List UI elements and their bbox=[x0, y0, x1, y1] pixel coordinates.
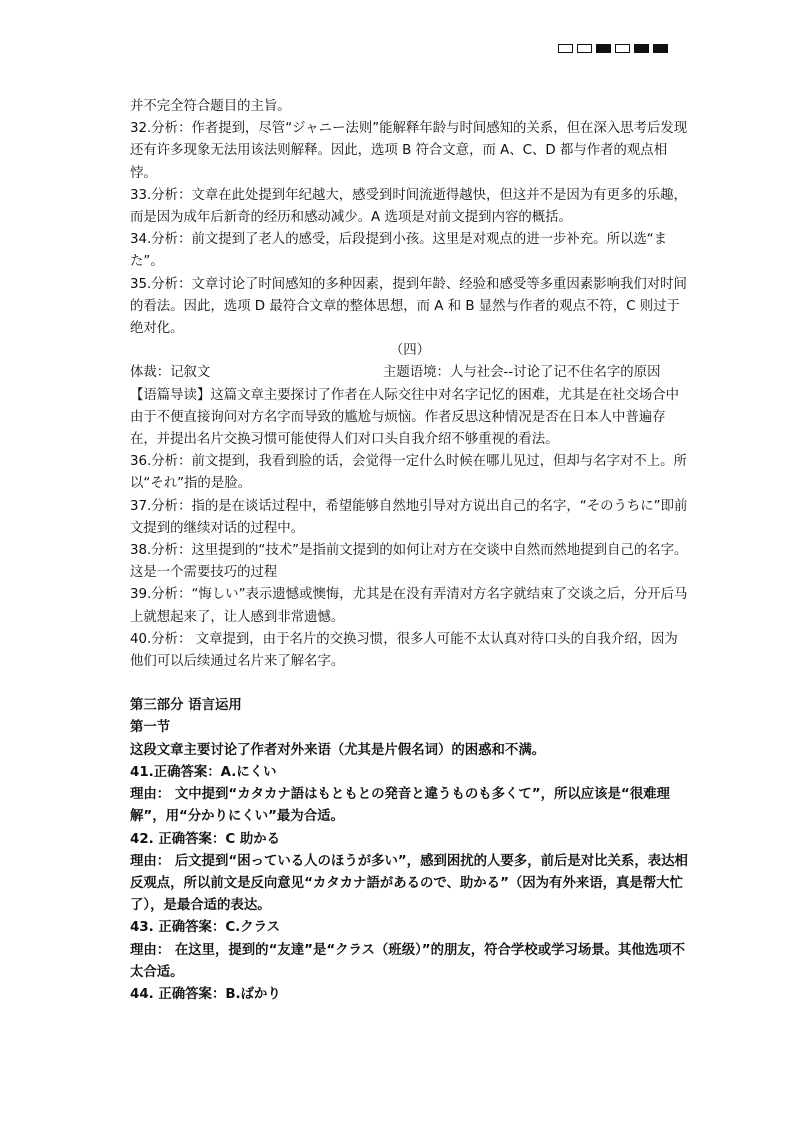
analysis-37: 37.分析：指的是在谈话过程中，希望能够自然地引导对方说出自己的名字，“そのうちに”即前文提到的继续对话的过程中。 bbox=[130, 498, 688, 536]
genre-label: 体裁：记叙文 bbox=[130, 365, 211, 381]
reason-41: 理由： 文中提到“カタカナ語はもともとの発音と違うものも多くて”，所以应该是“很难理解”，用“分かりにくい”最为合适。 bbox=[130, 787, 670, 825]
header-marks bbox=[558, 44, 668, 53]
analysis-35: 35.分析：文章讨论了时间感知的多种因素，提到年龄、经验和感受等多重因素影响我们对时间的看法。因此，选项 D 最符合文章的整体思想，而 A 和 B 显然与作者的观点不符，C 则过于绝对化。 bbox=[130, 276, 687, 337]
section-intro: 这段文章主要讨论了作者对外来语（尤其是片假名词）的困惑和不满。 bbox=[130, 742, 546, 758]
square-filled-icon bbox=[596, 44, 611, 53]
spacer bbox=[130, 673, 690, 695]
square-outline-icon bbox=[615, 44, 630, 53]
section-heading-1: 第一节 bbox=[130, 720, 171, 736]
square-outline-icon bbox=[558, 44, 573, 53]
analysis-32: 32.分析：作者提到，尽管“ジャニー法则”能解释年龄与时间感知的关系，但在深入思考后发现还有许多现象无法用该法则解释。因此，选项 B 符合文意，而 A、C、D 都与作者的观点相悖。 bbox=[130, 121, 688, 181]
answer-44: 44. 正确答案：B.ばかり bbox=[130, 986, 281, 1002]
analysis-33: 33.分析：文章在此处提到年纪越大，感受到时间流逝得越快，但这并不是因为有更多的乐趣，而是因为成年后新奇的经历和感动减少。A 选项是对前文提到内容的概括。 bbox=[130, 187, 687, 226]
part-heading: 第三部分 语言运用 bbox=[130, 698, 242, 714]
theme-label: 主题语境：人与社会--讨论了记不住名字的原因 bbox=[383, 365, 661, 381]
document-body bbox=[130, 96, 690, 1006]
square-outline-icon bbox=[577, 44, 592, 53]
genre-theme-line bbox=[130, 362, 690, 384]
analysis-38: 38.分析：这里提到的“技术”是指前文提到的如何让对方在交谈中自然而然地提到自己的名字。这是一个需要技巧的过程 bbox=[130, 543, 688, 581]
answer-43: 43. 正确答案：C.クラス bbox=[130, 920, 281, 936]
section-heading-4: （四） bbox=[389, 343, 431, 359]
reason-42: 理由： 后文提到“困っている人のほうが多い”，感到困扰的人要多，前后是对比关系，表达相反观点，所以前文是反向意见“カタカナ語があるので、助かる”（因为有外来语，真是帮大忙了），是最合适的表达。 bbox=[130, 853, 688, 914]
answer-41: 41.正确答案：A.にくい bbox=[130, 764, 277, 780]
answer-42: 42. 正确答案：C 助かる bbox=[130, 831, 280, 847]
analysis-36: 36.分析：前文提到，我看到脸的话，会觉得一定什么时候在哪儿见过，但却与名字对不上。所以“それ”指的是脸。 bbox=[130, 454, 687, 492]
analysis-34: 34.分析：前文提到了老人的感受，后段提到小孩。这里是对观点的进一步补充。所以选“また”。 bbox=[130, 232, 668, 270]
reason-43: 理由： 在这里，提到的“友達”是“クラス（班级）”的朋友，符合学校或学习场景。其他选项不太合适。 bbox=[130, 942, 685, 980]
square-filled-icon bbox=[653, 44, 668, 53]
passage-guide: 【语篇导读】这篇文章主要探讨了作者在人际交往中对名字记忆的困难，尤其是在社交场合中由于不便直接询问对方名字而导致的尴尬与烦恼。作者反思这种情况是否在日本人中普遍存在，并提出名片交换习惯可能使得人们对口头自我介绍不够重视的看法。 bbox=[130, 387, 680, 448]
square-filled-icon bbox=[634, 44, 649, 53]
analysis-40: 40.分析： 文章提到，由于名片的交换习惯，很多人可能不太认真对待口头的自我介绍，因为他们可以后续通过名片来了解名字。 bbox=[130, 631, 678, 670]
paragraph-continuation: 并不完全符合题目的主旨。 bbox=[130, 99, 291, 114]
analysis-39: 39.分析：“悔しい”表示遗憾或懊悔，尤其是在没有弄清对方名字就结束了交谈之后，分开后马上就想起来了，让人感到非常遗憾。 bbox=[130, 587, 688, 625]
